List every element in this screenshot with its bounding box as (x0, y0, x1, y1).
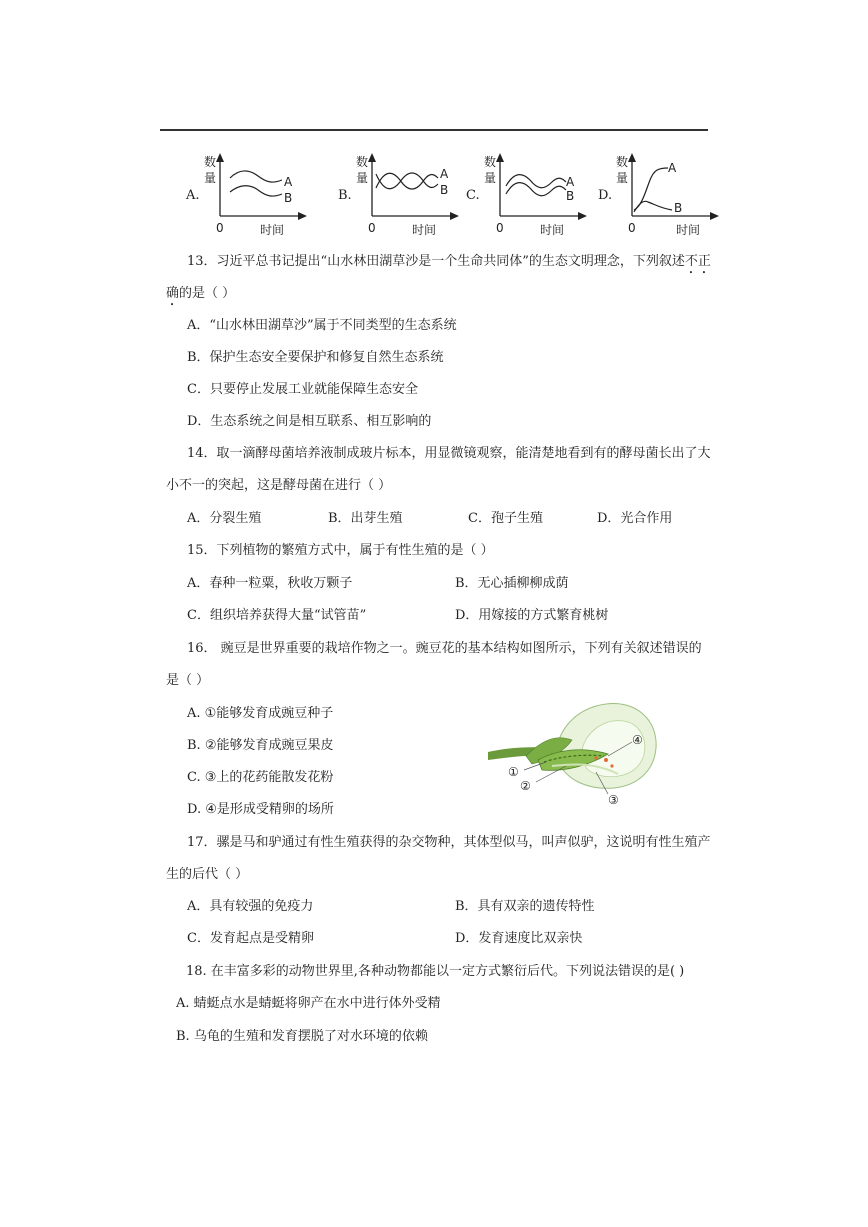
q18-stem: 18. 在丰富多彩的动物世界里,各种动物都能以一定方式繁衍后代。下列说法错误的是( ) (186, 964, 685, 979)
q17-stem-line-2: 生的后代（ ） (166, 867, 249, 882)
q13-stem-line-2: 确的是（ ） (166, 286, 236, 301)
q18-option-a: A. 蜻蜓点水是蜻蜓将卵产在水中进行体外受精 (176, 996, 441, 1011)
q17-option-c: C．发育起点是受精卵 (187, 931, 314, 946)
option-label: C. (466, 188, 480, 203)
x-axis-arrow-icon (298, 212, 307, 220)
y-axis-label-2: 量 (616, 171, 629, 185)
population-graph (480, 150, 600, 238)
x-axis-label: 时间 (260, 223, 285, 237)
origin-label: 0 (368, 221, 376, 235)
x-axis-arrow-icon (578, 212, 587, 220)
figure-label-1: ① (508, 765, 519, 779)
figure-label-2: ② (520, 779, 531, 793)
graph-option-b (338, 150, 478, 240)
figure-label-3: ③ (608, 793, 619, 807)
q13-option-c: C．只要停止发展工业就能保障生态安全 (187, 382, 418, 397)
population-graph (612, 150, 732, 238)
q14-option-c: C．孢子生殖 (468, 511, 543, 526)
y-axis-label-2: 量 (356, 171, 369, 185)
q16-option-b: B. ②能够发育成豌豆果皮 (187, 738, 334, 753)
q14-option-d: D．光合作用 (597, 511, 673, 526)
curve-a (506, 175, 566, 188)
q15-option-c: C．组织培养获得大量“试管苗” (187, 608, 367, 623)
q16-stem-line-1: 16． 豌豆是世界重要的栽培作物之一。豌豆花的基本结构如图所示，下列有关叙述错误的 (187, 641, 702, 656)
x-axis-label: 时间 (676, 223, 701, 237)
x-axis-arrow-icon (450, 212, 459, 220)
option-label: D. (598, 188, 613, 203)
q13-option-a: A．“山水林田湖草沙”属于不同类型的生态系统 (187, 318, 457, 333)
x-axis-label: 时间 (540, 223, 565, 237)
y-axis-label-1: 数 (616, 155, 629, 169)
q15-option-b: B．无心插柳柳成荫 (455, 576, 569, 591)
q14-option-b: B．出芽生殖 (328, 511, 403, 526)
curve-b (506, 183, 566, 196)
curve-a-label: A (284, 175, 293, 189)
curve-b (634, 201, 672, 212)
population-graph (200, 150, 320, 238)
emphasized-text: 不正 (684, 254, 711, 269)
y-axis-arrow-icon (216, 153, 224, 162)
y-axis-label-2: 量 (204, 171, 217, 185)
curve-b (230, 186, 282, 196)
option-label: B. (338, 188, 352, 203)
origin-label: 0 (628, 221, 636, 235)
curve-a-label: A (440, 167, 449, 181)
q17-option-a: A．具有较强的免疫力 (187, 899, 314, 914)
q14-stem-line-1: 14．取一滴酵母菌培养液制成玻片标本，用显微镜观察，能清楚地看到有的酵母菌长出了大 (187, 446, 711, 461)
q16-stem-line-2: 是（ ） (166, 673, 210, 688)
curve-b-label: B (284, 191, 293, 205)
y-axis-arrow-icon (368, 153, 376, 162)
q16-option-a: A. ①能够发育成豌豆种子 (187, 706, 334, 721)
q17-option-b: B．具有双亲的遗传特性 (455, 899, 595, 914)
y-axis-label-1: 数 (356, 155, 369, 169)
graph-option-d (598, 150, 738, 240)
y-axis-arrow-icon (628, 153, 636, 162)
x-axis-arrow-icon (710, 212, 719, 220)
anther (610, 764, 613, 767)
curve-b-label: B (566, 189, 575, 203)
curve-b-label: B (674, 201, 683, 215)
y-axis-arrow-icon (496, 153, 504, 162)
q15-option-a: A．春种一粒粟，秋收万颗子 (187, 576, 353, 591)
anther (604, 758, 608, 762)
q14-option-a: A．分裂生殖 (187, 511, 262, 526)
curve-a-label: A (668, 161, 677, 175)
emphasized-text: 确 (166, 286, 180, 301)
q13-option-b: B．保护生态安全要保护和修复自然生态系统 (187, 350, 444, 365)
q18-option-b: B. 乌龟的生殖和发育摆脱了对水环境的依赖 (176, 1029, 428, 1044)
graph-option-a (186, 150, 326, 240)
q13-option-d: D．生态系统之间是相互联系、相互影响的 (187, 414, 432, 429)
curve-b-label: B (440, 183, 449, 197)
x-axis-label: 时间 (412, 223, 437, 237)
y-axis-label-1: 数 (484, 155, 497, 169)
origin-label: 0 (216, 221, 224, 235)
q15-option-d: D．用嫁接的方式繁育桃树 (455, 608, 609, 623)
q14-stem-line-2: 小不一的突起，这是酵母菌在进行（ ） (166, 478, 392, 493)
q16-option-d: D. ④是形成受精卵的场所 (187, 802, 334, 817)
option-label: A. (186, 188, 200, 203)
figure-label-4: ④ (632, 733, 643, 747)
graph-option-c (466, 150, 606, 240)
population-graph (352, 150, 472, 238)
q15-stem: 15．下列植物的繁殖方式中，属于有性生殖的是（ ） (187, 543, 494, 558)
curve-a (230, 171, 282, 182)
q13-stem-line-1: 13．习近平总书记提出“山水林田湖草沙是一个生命共同体”的生态文明理念，下列叙述不正 (187, 254, 711, 269)
y-axis-label-1: 数 (204, 155, 217, 169)
origin-label: 0 (496, 221, 504, 235)
q17-option-d: D．发育速度比双亲快 (455, 931, 583, 946)
anther (594, 756, 597, 759)
curve-a-label: A (566, 175, 575, 189)
q16-option-c: C. ③上的花药能散发花粉 (187, 770, 334, 785)
q17-stem-line-1: 17．骡是马和驴通过有性生殖获得的杂交物种，其体型似马，叫声似驴，这说明有性生殖产 (187, 835, 711, 850)
pea-flower-diagram (486, 700, 666, 810)
header-rule (160, 129, 708, 131)
y-axis-label-2: 量 (484, 171, 497, 185)
